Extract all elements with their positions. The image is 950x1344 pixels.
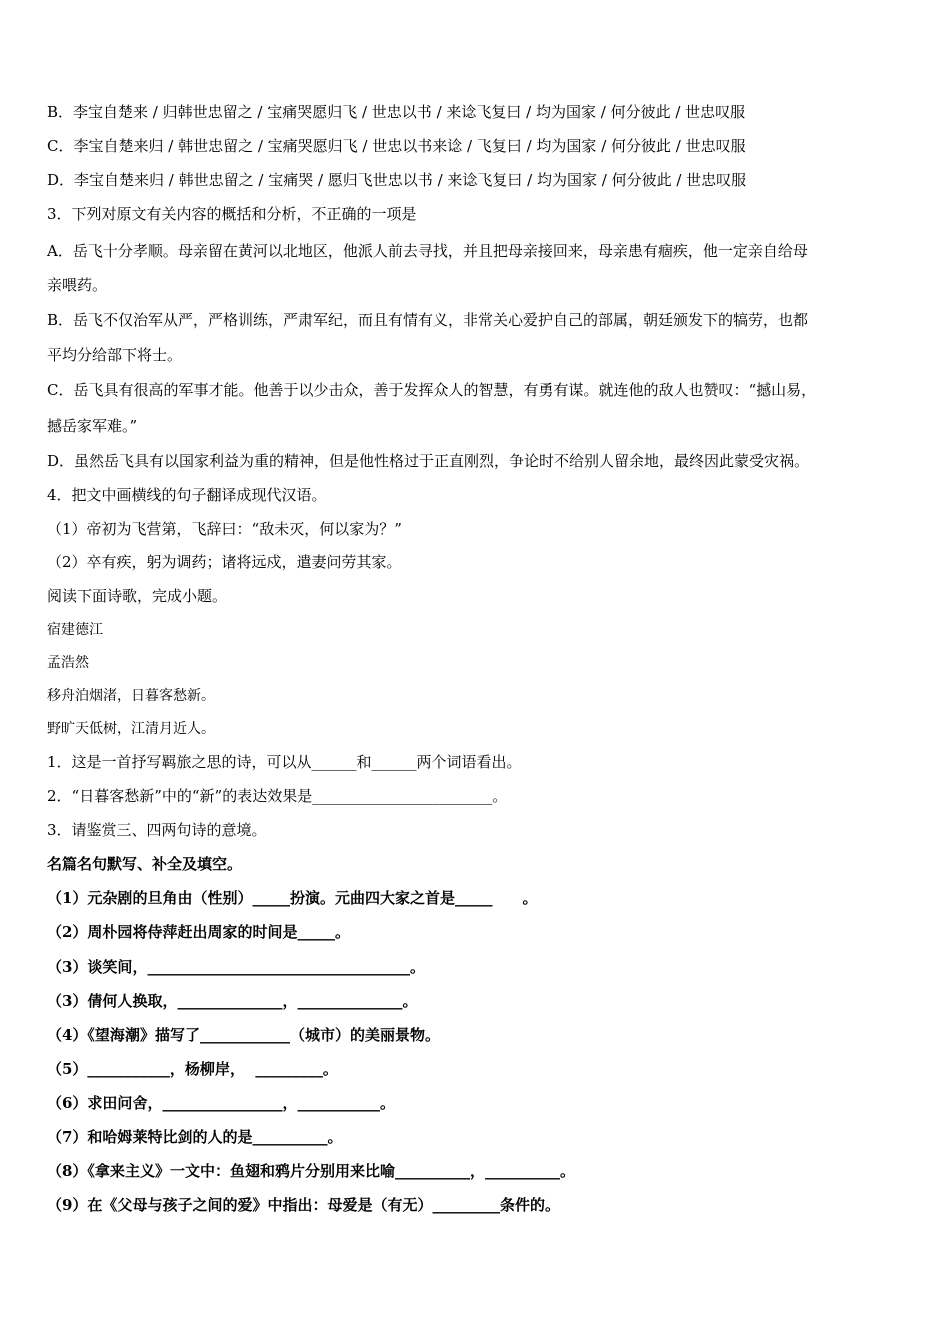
famous-line-item: （8）《拿来主义》一文中：鱼翅和鸦片分别用来比喻__________，__________。 [47,1162,575,1180]
famous-line-item: （2）周朴园将侍萍赶出周家的时间是_____。 [47,923,350,941]
famous-line-item: （3）谈笑间，___________________________________。 [47,958,425,976]
famous-line-item: （9）在《父母与孩子之间的爱》中指出：母爱是（有无）_________条件的。 [47,1196,560,1214]
q3-option-b-line1: B．岳飞不仅治军从严，严格训练，严肃军纪，而且有情有义，非常关心爱护自己的部属，朝廷颁发下的犒劳，也都 [47,311,809,329]
q4-sentence-2: （2）卒有疾，躬为调药；诸将远戍，遣妻问劳其家。 [47,553,402,571]
q2-option-c: C．李宝自楚来归 / 韩世忠留之 / 宝痛哭愿归飞 / 世忠以书来谂 / 飞复曰 / 均为国家 / 何分彼此 / 世忠叹服 [47,137,746,155]
famous-line-item: （5）___________，杨柳岸， _________。 [47,1060,338,1078]
q3-option-a-line2: 亲喂药。 [47,276,108,294]
poem-question-3: 3．请鉴赏三、四两句诗的意境。 [47,821,267,839]
famous-line-item: （6）求田问舍，________________，___________。 [47,1094,395,1112]
q3-stem: 3．下列对原文有关内容的概括和分析，不正确的一项是 [47,205,417,223]
q2-option-d: D．李宝自楚来归 / 韩世忠留之 / 宝痛哭 / 愿归飞世忠以书 / 来谂飞复曰 / 均为国家 / 何分彼此 / 世忠叹服 [47,171,747,189]
famous-lines-heading: 名篇名句默写、补全及填空。 [47,855,243,873]
q4-stem: 4．把文中画横线的句子翻译成现代汉语。 [47,486,327,504]
famous-line-item: （1）元杂剧的旦角由（性别）_____扮演。元曲四大家之首是_____ 。 [47,889,538,907]
q3-option-d: D．虽然岳飞具有以国家利益为重的精神，但是他性格过于正直刚烈，争论时不给别人留余地，最终因此蒙受灾祸。 [47,452,810,470]
poem-line-1: 移舟泊烟渚，日暮客愁新。 [47,688,215,704]
famous-line-item: （7）和哈姆莱特比剑的人的是__________。 [47,1128,343,1146]
q4-sentence-1: （1）帝初为飞营第，飞辞曰：“敌未灭，何以家为？” [47,520,402,538]
poem-line-2: 野旷天低树，江清月近人。 [47,721,215,737]
q3-option-c-line1: C．岳飞具有很高的军事才能。他善于以少击众，善于发挥众人的智慧，有勇有谋。就连他的敌人也赞叹：“撼山易， [47,381,817,399]
q3-option-a-line1: A．岳飞十分孝顺。母亲留在黄河以北地区，他派人前去寻找，并且把母亲接回来，母亲患有痼疾，他一定亲自给母 [47,242,808,260]
poem-intro: 阅读下面诗歌，完成小题。 [47,587,228,605]
q3-option-b-line2: 平均分给部下将士。 [47,346,183,364]
poem-title: 宿建德江 [47,622,103,638]
q2-option-b: B．李宝自楚来 / 归韩世忠留之 / 宝痛哭愿归飞 / 世忠以书 / 来谂飞复曰 / 均为国家 / 何分彼此 / 世忠叹服 [47,103,746,121]
q3-option-c-line2: 撼岳家军难。” [47,417,138,435]
famous-line-item: （3）倩何人换取，______________，______________。 [47,992,418,1010]
poem-question-2: 2．“日暮客愁新”中的“新”的表达效果是________________________。 [47,787,508,805]
famous-line-item: （4）《望海潮》描写了____________（城市）的美丽景物。 [47,1026,440,1044]
poem-question-1: 1．这是一首抒写羁旅之思的诗，可以从______和______两个词语看出。 [47,753,522,771]
poem-author: 孟浩然 [47,655,89,671]
